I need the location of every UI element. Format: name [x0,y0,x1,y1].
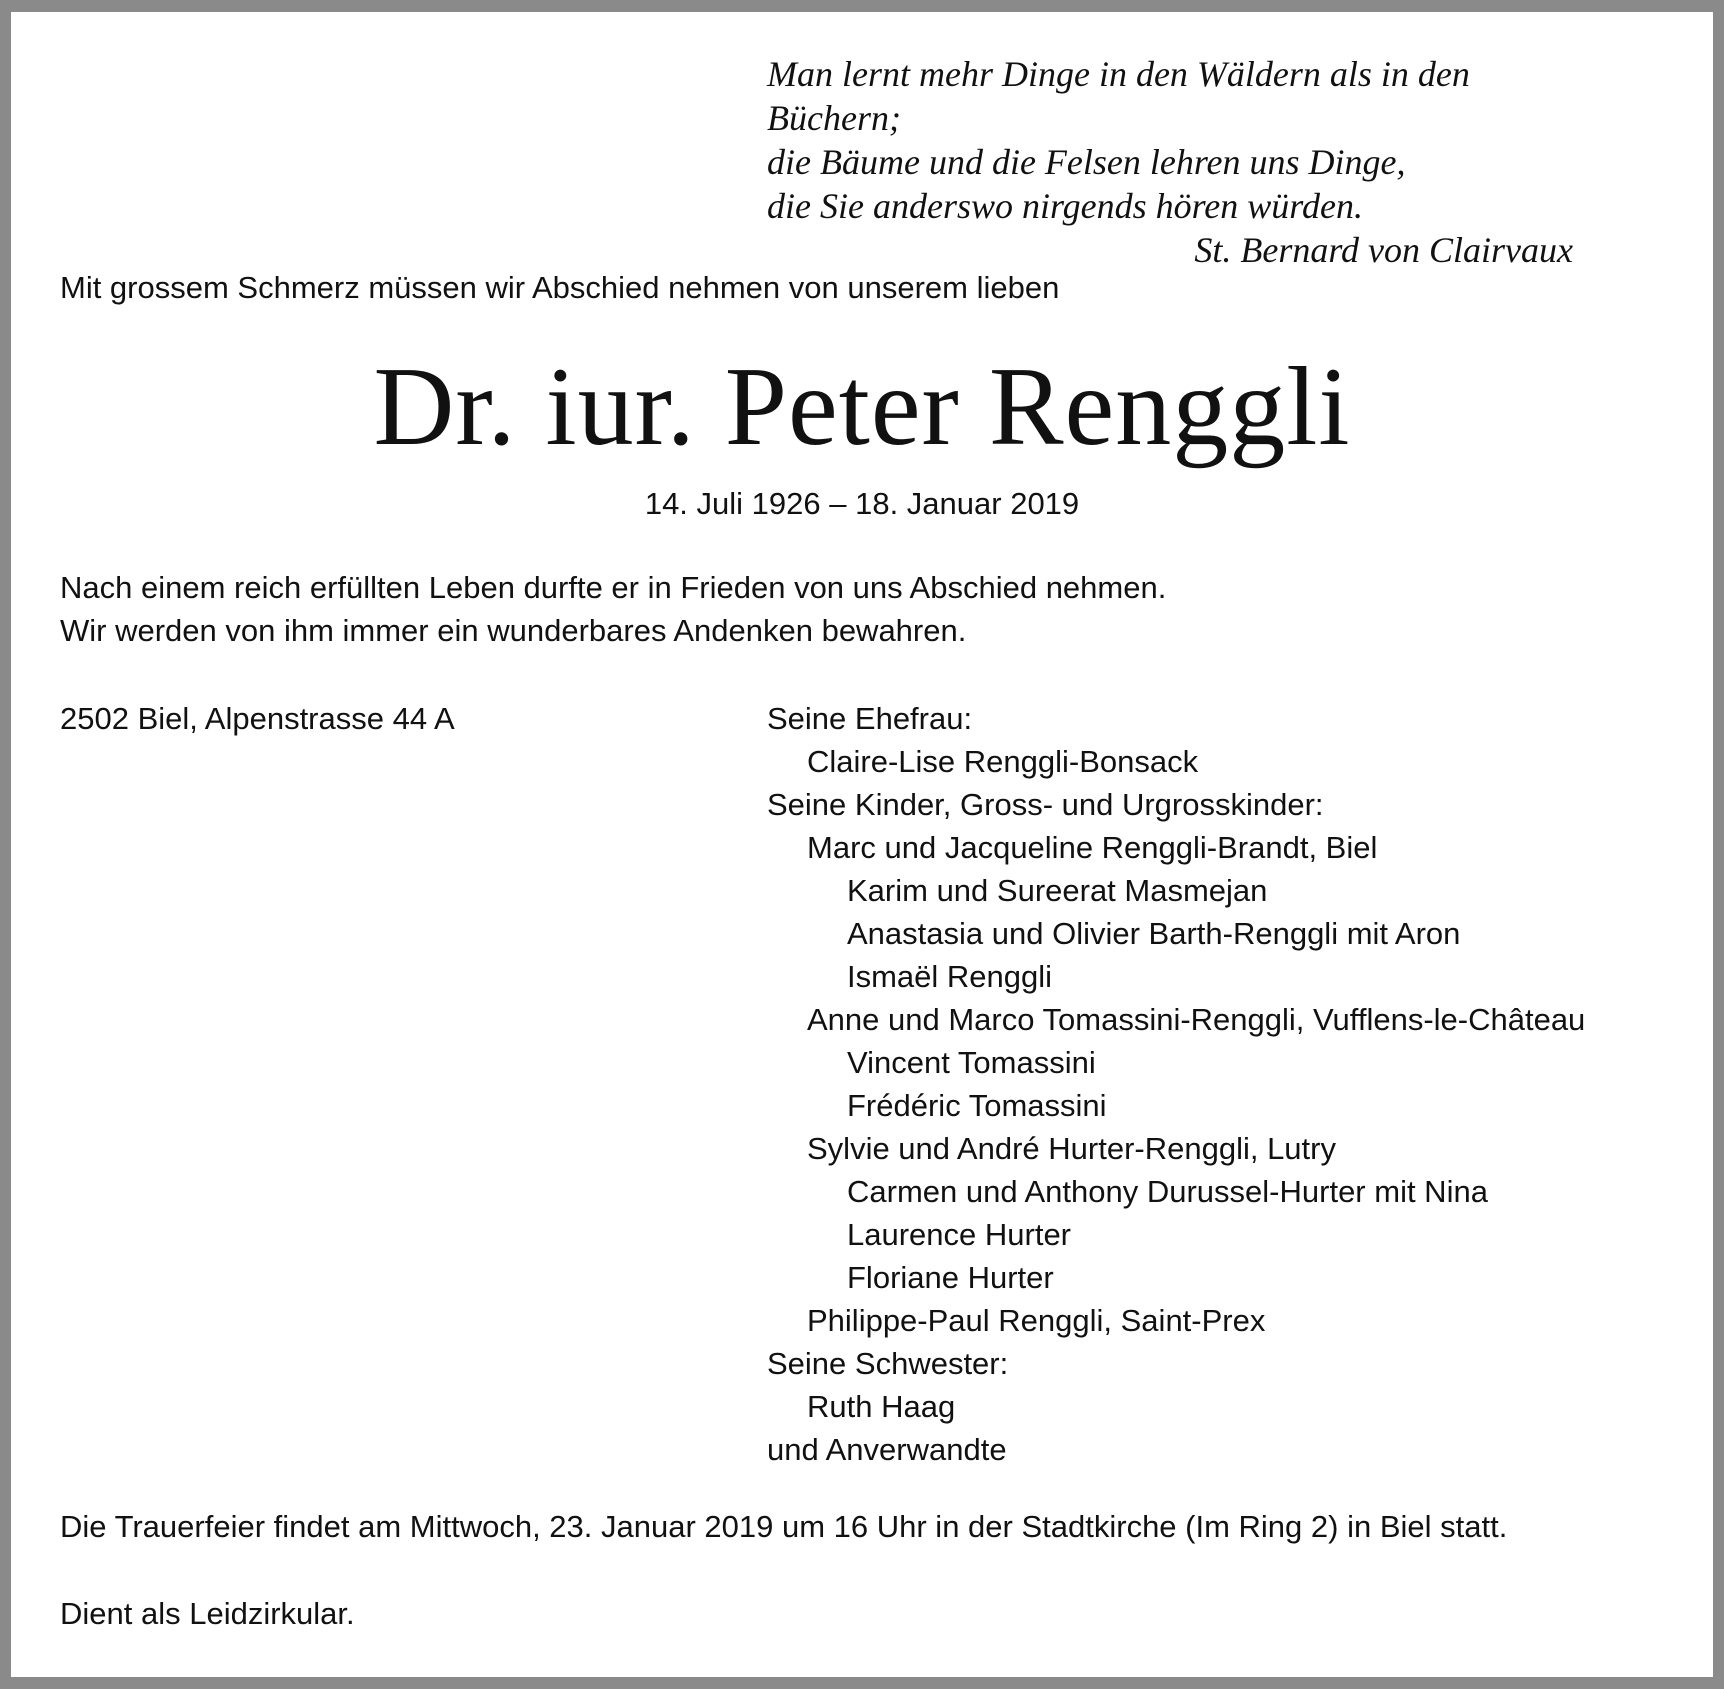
family-heading: Seine Ehefrau: [767,701,973,736]
epigraph-line: die Bäume und die Felsen lehren uns Dinge, [767,142,1406,182]
ceremony-info: Die Trauerfeier findet am Mittwoch, 23. Januar 2019 um 16 Uhr in der Stadtkirche (Im Ring 2) in Biel statt. [60,1509,1508,1544]
family-member: Ruth Haag [807,1389,956,1424]
message-line: Wir werden von ihm immer ein wunderbares Andenken bewahren. [60,613,967,648]
family-closing: und Anverwandte [767,1432,1007,1467]
family-member: Sylvie und André Hurter-Renggli, Lutry [807,1131,1336,1166]
address: 2502 Biel, Alpenstrasse 44 A [60,701,455,736]
family-member: Marc und Jacqueline Renggli-Brandt, Biel [807,830,1378,865]
epigraph-line: die Sie anderswo nirgends hören würden. [767,186,1363,226]
family-member: Frédéric Tomassini [847,1088,1107,1123]
family-member: Anastasia und Olivier Barth-Renggli mit Aron [847,916,1461,951]
family-member: Carmen und Anthony Durussel-Hurter mit Nina [847,1174,1488,1209]
epigraph-line: Man lernt mehr Dinge in den Wäldern als in den Büchern; [767,54,1470,138]
family-member: Karim und Sureerat Masmejan [847,873,1268,908]
circular-note: Dient als Leidzirkular. [60,1596,355,1631]
family-heading: Seine Schwester: [767,1346,1009,1381]
family-member: Claire-Lise Renggli-Bonsack [807,744,1199,779]
family-member: Laurence Hurter [847,1217,1072,1252]
message-line: Nach einem reich erfüllten Leben durfte er in Frieden von uns Abschied nehmen. [60,570,1167,605]
family-member: Philippe-Paul Renggli, Saint-Prex [807,1303,1266,1338]
epigraph-quote [767,52,1577,272]
family-member: Ismaël Renggli [847,959,1053,994]
family-member: Vincent Tomassini [847,1045,1096,1080]
family-list [767,697,1585,1471]
life-dates: 14. Juli 1926 – 18. Januar 2019 [644,486,1080,521]
deceased-name: Dr. iur. Peter Renggli [373,345,1351,469]
family-member: Floriane Hurter [847,1260,1054,1295]
intro-text: Mit grossem Schmerz müssen wir Abschied nehmen von unserem lieben [60,270,1060,305]
family-member: Anne und Marco Tomassini-Renggli, Vufflens-le-Château [807,1002,1586,1037]
obituary-page [11,12,1713,1677]
family-heading: Seine Kinder, Gross- und Urgrosskinder: [767,787,1324,822]
epigraph-author: St. Bernard von Clairvaux [1194,230,1573,270]
